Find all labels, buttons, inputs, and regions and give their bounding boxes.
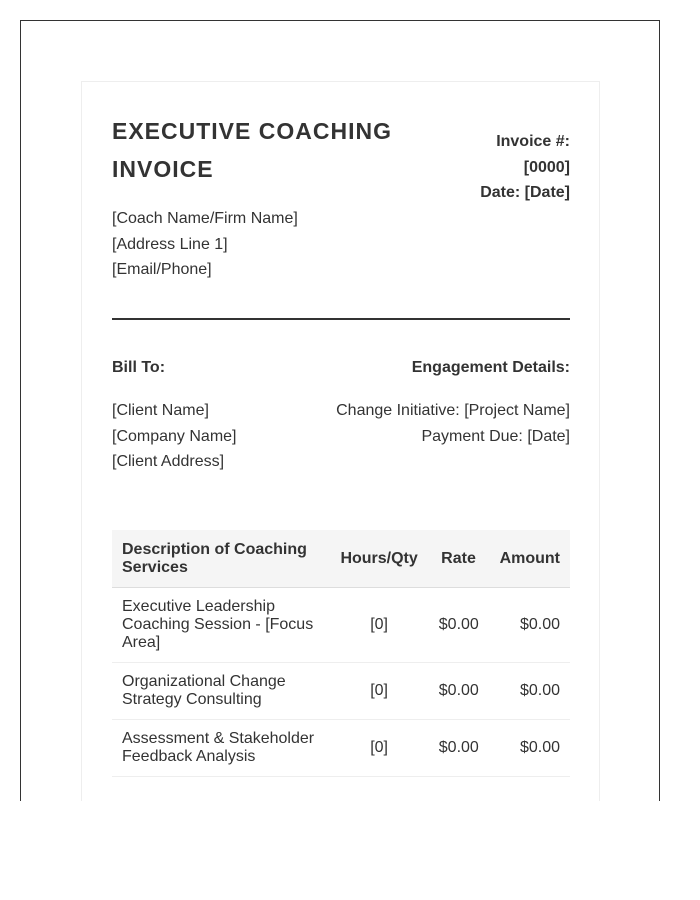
table-row — [112, 663, 570, 720]
column-header-description: Description of Coaching Services — [112, 530, 330, 588]
coach-address: [Address Line 1] — [112, 235, 228, 253]
company-name: [Company Name] — [112, 427, 237, 445]
client-name: [Client Name] — [112, 402, 209, 419]
row-qty: [0] — [330, 720, 428, 777]
bill-to-heading: Bill To: — [112, 359, 166, 376]
invoice-number: [0000] — [523, 158, 570, 176]
row-amount: $0.00 — [489, 720, 570, 777]
column-header-amount: Amount — [489, 530, 570, 588]
table-header-row — [112, 530, 570, 588]
row-description: Organizational Change Strategy Consulting — [112, 663, 330, 720]
client-info — [112, 398, 237, 475]
client-address: [Client Address] — [112, 453, 225, 470]
change-initiative: Change Initiative: [Project Name] — [336, 402, 570, 419]
table-row — [112, 588, 570, 663]
table-row — [112, 720, 570, 777]
title-line-2: INVOICE — [112, 156, 214, 182]
coach-contact: [Email/Phone] — [112, 261, 212, 278]
coach-info — [112, 206, 298, 283]
row-qty: [0] — [330, 588, 428, 663]
row-rate: $0.00 — [428, 588, 489, 663]
row-amount: $0.00 — [489, 663, 570, 720]
row-rate: $0.00 — [428, 720, 489, 777]
column-header-rate: Rate — [428, 530, 489, 588]
invoice-number-label: Invoice #: — [496, 133, 570, 150]
coach-name: [Coach Name/Firm Name] — [112, 210, 298, 227]
title-line-1: EXECUTIVE COACHING — [112, 118, 392, 144]
row-description: Executive Leadership Coaching Session - [Focus Area] — [112, 588, 330, 663]
payment-due: Payment Due: [Date] — [421, 427, 570, 445]
invoice-date: Date: [Date] — [480, 184, 570, 201]
row-qty: [0] — [330, 663, 428, 720]
column-header-qty: Hours/Qty — [330, 530, 428, 588]
engagement-heading: Engagement Details: — [411, 359, 570, 376]
row-description: Assessment & Stakeholder Feedback Analysis — [112, 720, 330, 777]
services-table — [112, 530, 570, 777]
header-divider — [112, 318, 570, 320]
invoice-title — [112, 112, 432, 188]
row-amount: $0.00 — [489, 588, 570, 663]
invoice-meta — [480, 129, 570, 206]
engagement-info — [336, 398, 570, 449]
row-rate: $0.00 — [428, 663, 489, 720]
